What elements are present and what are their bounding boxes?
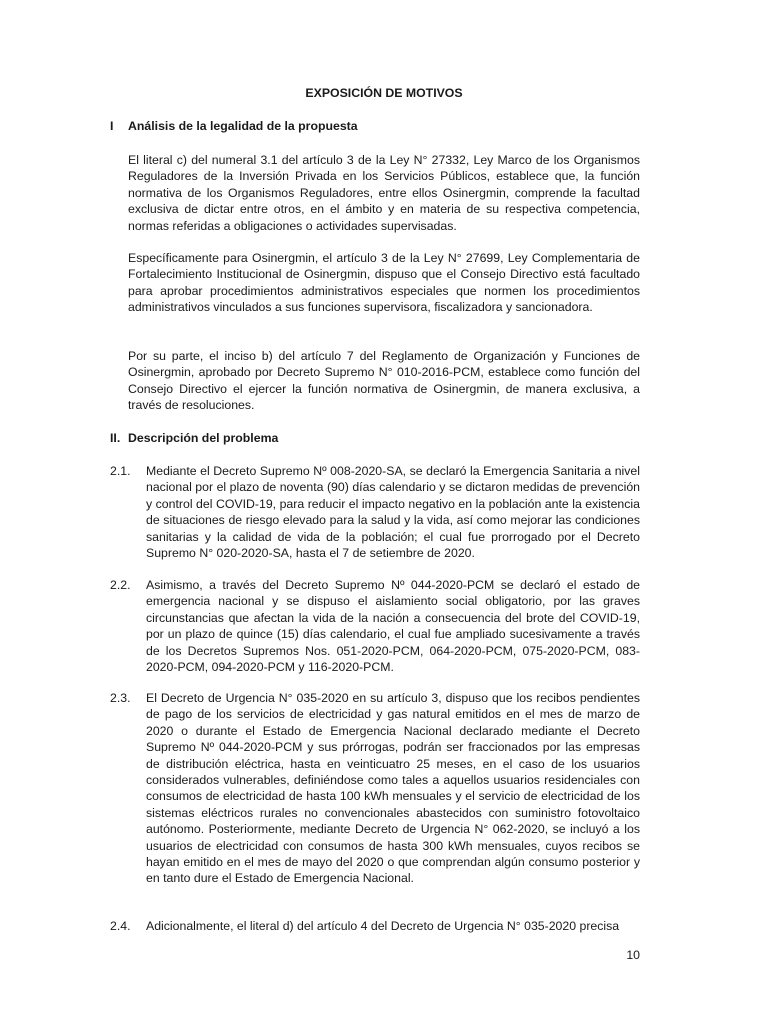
section-1-number: I bbox=[110, 119, 114, 133]
paragraph: El literal c) del numeral 3.1 del artículo 3 de la Ley N° 27332, Ley Marco de los Organismos Reguladores de la Inversión Privada en los Servicios Públicos, establece que, la función normativa de los Organismos Reguladores, entre ellos Osinergmin, comprende la facultad exclusiva de dictar entre otros, en el ámbito y en materia de su respectiva competencia, normas referidas a obligaciones o actividades supervisadas. bbox=[128, 153, 640, 233]
section-2-title: Descripción del problema bbox=[128, 431, 279, 445]
item-number: 2.2. bbox=[110, 578, 131, 592]
item-number: 2.1. bbox=[110, 464, 131, 478]
item-text: Mediante el Decreto Supremo Nº 008-2020-SA, se declaró la Emergencia Sanitaria a nivel nacional por el plazo de noventa (90) días calendario y se dictaron medidas de prevención y control del COVID-19, para reducir el impacto negativo en la población ante la existencia de situaciones de riesgo elevado para la salud y la vida, así como mejorar las condiciones sanitarias y la calidad de vida de la población; el cual fue prorrogado por el Decreto Supremo N° 020-2020-SA, hasta el 7 de setiembre de 2020. bbox=[146, 464, 640, 561]
item-number: 2.4. bbox=[110, 919, 131, 933]
paragraph: Específicamente para Osinergmin, el artículo 3 de la Ley N° 27699, Ley Complementaria de Fortalecimiento Institucional de Osinergmin, dispuso que el Consejo Directivo está facultado para aprobar procedimientos administrativos especiales que normen los procedimientos administrativos vinculados a sus funciones supervisora, fiscalizadora y sancionadora. bbox=[128, 251, 640, 315]
paragraph: Por su parte, el inciso b) del artículo 7 del Reglamento de Organización y Funciones de Osinergmin, aprobado por Decreto Supremo N° 010-2016-PCM, establece como función del Consejo Directivo el ejercer la función normativa de Osinergmin, de manera exclusiva, a través de resoluciones. bbox=[128, 349, 640, 413]
page-number: 10 bbox=[626, 948, 640, 962]
section-2-number: II. bbox=[110, 431, 121, 445]
item-text: Adicionalmente, el literal d) del artículo 4 del Decreto de Urgencia N° 035-2020 precisa bbox=[146, 919, 620, 933]
section-1-title: Análisis de la legalidad de la propuesta bbox=[128, 119, 358, 133]
document-title: EXPOSICIÓN DE MOTIVOS bbox=[305, 86, 463, 100]
section-1-heading bbox=[110, 118, 358, 134]
item-text: El Decreto de Urgencia N° 035-2020 en su artículo 3, dispuso que los recibos pendientes de pago de los servicios de electricidad y gas natural emitidos en el mes de marzo de 2020 o durante el Estado de Emergencia Nacional declarado mediante el Decreto Supremo Nº 044-2020-PCM y sus prórrogas, podrán ser fraccionados por las empresas de distribución eléctrica, hasta en veinticuatro 25 meses, en el caso de los usuarios considerados vulnerables, definiéndose como tales a aquellos usuarios residenciales con consumos de electricidad de hasta 100 kWh mensuales y el servicio de electricidad de los sistemas eléctricos rurales no convencionales abastecidos con suministro fotovoltaico autónomo. Posteriormente, mediante Decreto de Urgencia N° 062-2020, se incluyó a los usuarios de electricidad con consumos de hasta 300 kWh mensuales, cuyos recibos se hayan emitido en el mes de mayo del 2020 o que comprendan algún consumo posterior y en tanto dure el Estado de Emergencia Nacional. bbox=[146, 691, 640, 886]
section-2-heading bbox=[110, 430, 278, 446]
item-text: Asimismo, a través del Decreto Supremo Nº 044-2020-PCM se declaró el estado de emergencia nacional y se dispuso el aislamiento social obligatorio, por las graves circunstancias que afectan la vida de la nación a consecuencia del brote del COVID-19, por un plazo de quince (15) días calendario, el cual fue ampliado sucesivamente a través de los Decretos Supremos Nos. 051-2020-PCM, 064-2020-PCM, 075-2020-PCM, 083-2020-PCM, 094-2020-PCM y 116-2020-PCM. bbox=[146, 578, 640, 675]
item-number: 2.3. bbox=[110, 691, 131, 705]
